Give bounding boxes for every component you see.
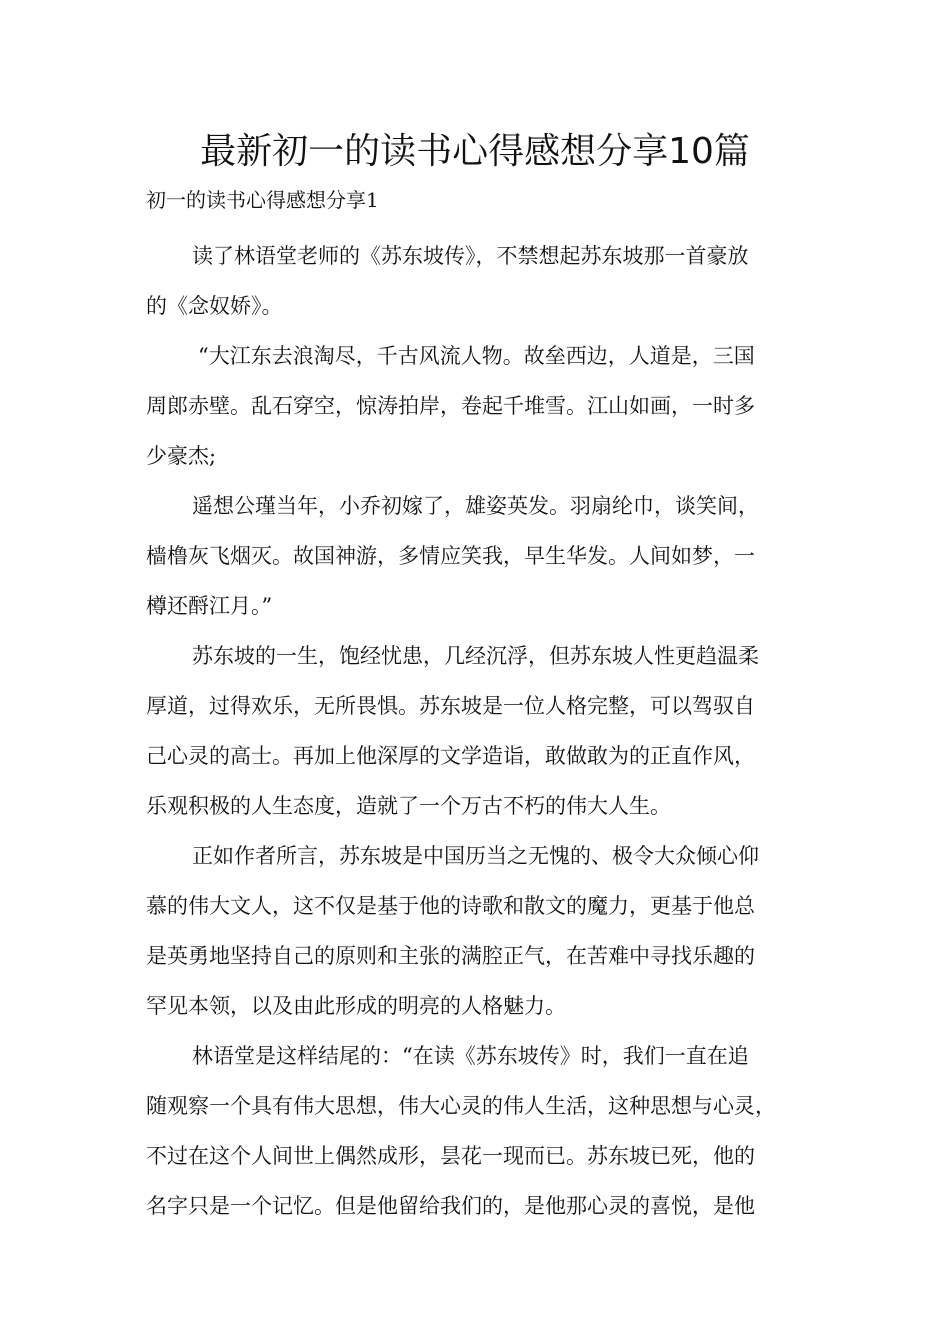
paragraph-5 [146, 831, 810, 1031]
paragraph-line: 乐观积极的人生态度，造就了一个万古不朽的伟大人生。 [146, 794, 671, 818]
paragraph-line: 厚道，过得欢乐，无所畏惧。苏东坡是一位人格完整，可以驾驭自 [146, 694, 755, 718]
paragraph-line: 罕见本领，以及由此形成的明亮的人格魅力。 [146, 994, 566, 1018]
paragraph-line: 正如作者所言，苏东坡是中国历当之无愧的、极令大众倾心仰 [192, 844, 759, 868]
paragraph-2 [146, 331, 810, 481]
paragraph-line: 不过在这个人间世上偶然成形，昙花一现而已。苏东坡已死，他的 [146, 1144, 755, 1168]
paragraph-line: 的《念奴娇》。 [146, 294, 283, 318]
paragraph-3 [146, 481, 810, 631]
paragraph-line: 周郎赤壁。乱石穿空，惊涛拍岸，卷起千堆雪。江山如画，一时多 [146, 394, 755, 418]
paragraph-line: 是英勇地坚持自己的原则和主张的满腔正气，在苦难中寻找乐趣的 [146, 944, 755, 968]
paragraph-line: 樽还酹江月。” [146, 594, 273, 618]
paragraph-6 [146, 1031, 810, 1231]
paragraph-line: 慕的伟大文人，这不仅是基于他的诗歌和散文的魔力，更基于他总 [146, 894, 755, 918]
document-body [146, 231, 810, 1231]
paragraph-line: 遥想公瑾当年，小乔初嫁了，雄姿英发。羽扇纶巾，谈笑间， [192, 494, 759, 518]
document-title: 最新初一的读书心得感想分享10篇 [200, 131, 750, 172]
paragraph-line: 己心灵的高士。再加上他深厚的文学造诣，敢做敢为的正直作风， [146, 744, 755, 768]
paragraph-line: 樯橹灰飞烟灭。故国神游，多情应笑我，早生华发。人间如梦，一 [146, 544, 755, 568]
paragraph-line: 少豪杰; [146, 444, 217, 468]
paragraph-line: 苏东坡的一生，饱经忧患，几经沉浮，但苏东坡人性更趋温柔 [192, 644, 759, 668]
paragraph-line: “大江东去浪淘尽，千古风流人物。故垒西边，人道是，三国 [198, 344, 755, 368]
paragraph-line: 读了林语堂老师的《苏东坡传》，不禁想起苏东坡那一首豪放 [192, 244, 749, 268]
paragraph-1 [146, 231, 810, 331]
paragraph-4 [146, 631, 810, 831]
paragraph-line: 名字只是一个记忆。但是他留给我们的，是他那心灵的喜悦，是他 [146, 1194, 755, 1218]
paragraph-line: 随观察一个具有伟大思想，伟大心灵的伟人生活，这种思想与心灵， [146, 1094, 776, 1118]
paragraph-line: 林语堂是这样结尾的：“在读《苏东坡传》时，我们一直在追 [192, 1044, 749, 1068]
section-heading: 初一的读书心得感想分享1 [146, 188, 379, 212]
